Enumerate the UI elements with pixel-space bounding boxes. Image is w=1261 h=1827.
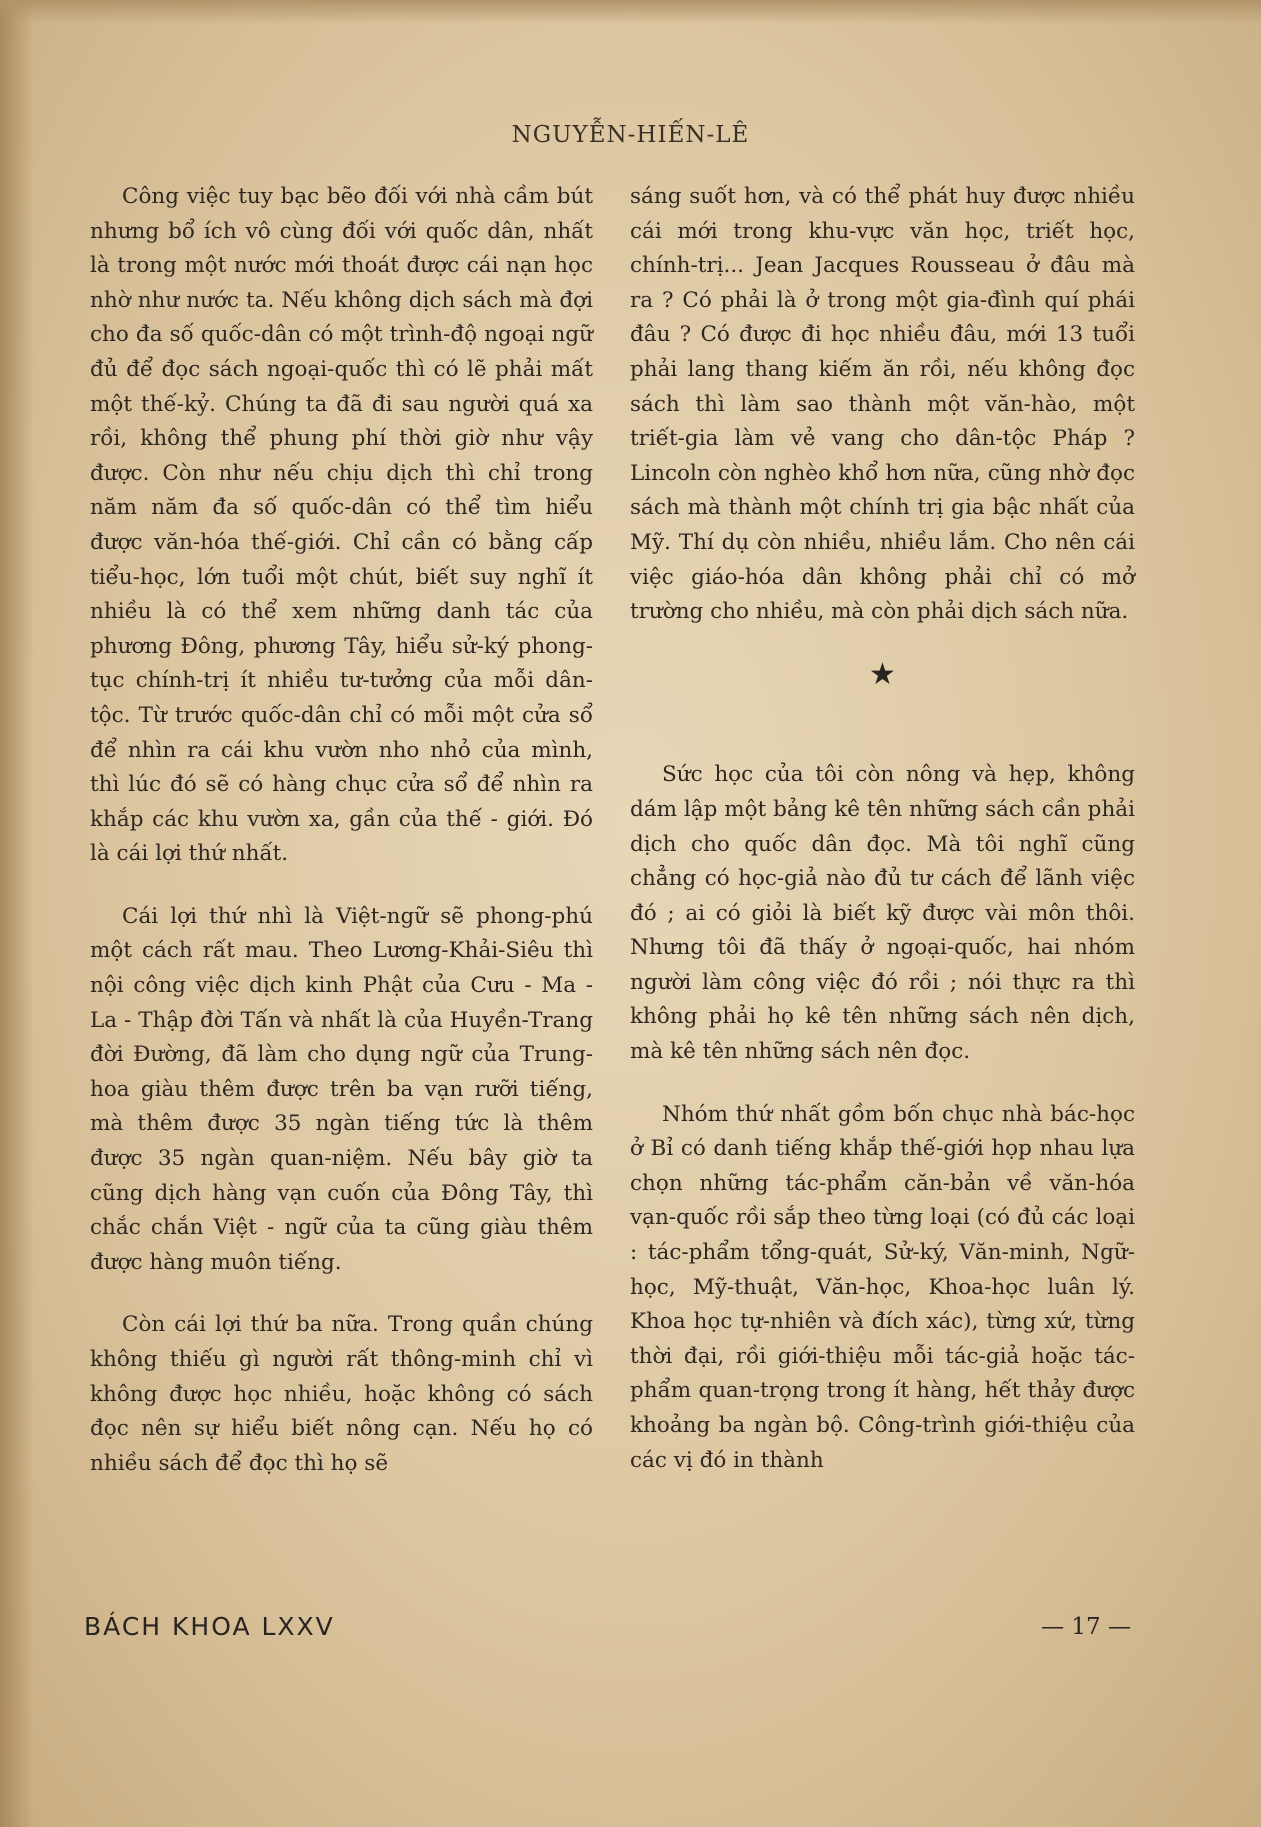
section-divider-star-icon: ★ — [869, 656, 896, 692]
running-header-author: NGUYỄN-HIẾN-LÊ — [511, 122, 750, 148]
paragraph-book-list: Sức học của tôi còn nông và hẹp, không dám lập một bảng kê tên những sách cần phải dịch cho quốc dân đọc. Mà tôi nghĩ cũng chẳng có học-giả nào đủ tư cách để lãnh việc đó ; ai có giỏi là biết kỹ được vài môn thôi. Nhưng tôi đã thấy ở ngoại-quốc, hai nhóm người làm công việc đó rồi ; nói thực ra thì không phải họ kê tên những sách nên dịch, mà kê tên những sách nên đọc. — [630, 762, 1135, 1065]
right-text-column — [630, 180, 1135, 1506]
paragraph-belgian-scholars: Nhóm thứ nhất gồm bốn chục nhà bác-học ở Bỉ có danh tiếng khắp thế-giới họp nhau lựa chọn những tác-phẩm căn-bản về văn-hóa vạn-quốc rồi sắp theo từng loại (có đủ các loại : tác-phẩm tổng-quát, Sử-ký, Văn-minh, Ngữ-học, Mỹ-thuật, Văn-học, Khoa-học luân lý. Khoa học tự-nhiên và đích xác), từng xứ, từng thời đại, rồi giới-thiệu mỗi tác-giả hoặc tác-phẩm quan-trọng trong ít hàng, hết thảy được khoảng ba ngàn bộ. Công-trình giới-thiệu của các vị đó in thành — [630, 1101, 1135, 1473]
paragraph-translation-benefit-three: Còn cái lợi thứ ba nữa. Trong quần chúng không thiếu gì người rất thông-minh chỉ vì không được học nhiều, hoặc không có sách đọc nên sự hiểu biết nông cạn. Nếu họ có nhiều sách để đọc thì họ sẽ — [90, 1312, 593, 1476]
paragraph-translation-benefit-two: Cái lợi thứ nhì là Việt-ngữ sẽ phong-phú một cách rất mau. Theo Lương-Khải-Siêu thì nội công việc dịch kinh Phật của Cưu - Ma - La - Thập đời Tấn và nhất là của Huyền-Trang đời Đường, đã làm cho dụng ngữ của Trung-hoa giàu thêm được trên ba vạn rưỡi tiếng, mà thêm được 35 ngàn tiếng tức là thêm được 35 ngàn quan-niệm. Nếu bây giờ ta cũng dịch hàng vạn cuốn của Đông Tây, thì chắc chắn Việt - ngữ của ta cũng giàu thêm được hàng muôn tiếng. — [90, 903, 593, 1275]
paragraph-continuation: sáng suốt hơn, và có thể phát huy được nhiều cái mới trong khu-vực văn học, triết học, chính-trị... Jean Jacques Rousseau ở đâu mà ra ? Có phải là ở trong một gia-đình quí phái đâu ? Có được đi học nhiều đâu, mới 13 tuổi phải lang thang kiếm ăn rồi, nếu không đọc sách thì làm sao thành một văn-hào, một triết-gia làm vẻ vang cho dân-tộc Pháp ? Lincoln còn nghèo khổ hơn nữa, cũng nhờ đọc sách mà thành một chính trị gia bậc nhất của Mỹ. Thí dụ còn nhiều, nhiều lắm. Cho nên cái việc giáo-hóa dân không phải chỉ có mở trường cho nhiều, mà còn phải dịch sách nữa. — [630, 184, 1135, 625]
left-text-column — [90, 180, 593, 1509]
page-edge-shadow-top — [0, 0, 1261, 24]
paragraph-translation-benefit-one: Công việc tuy bạc bẽo đối với nhà cầm bút nhưng bổ ích vô cùng đối với quốc dân, nhất là trong một nước mới thoát được cái nạn học nhờ như nước ta. Nếu không dịch sách mà đợi cho đa số quốc-dân có một trình-độ ngoại ngữ đủ để đọc sách ngoại-quốc thì có lẽ phải mất một thế-kỷ. Chúng ta đã đi sau người quá xa rồi, không thể phung phí thời giờ như vậy được. Còn như nếu chịu dịch thì chỉ trong năm năm đa số quốc-dân có thể tìm hiểu được văn-hóa thế-giới. Chỉ cần có bằng cấp tiểu-học, lớn tuổi một chút, biết suy nghĩ ít nhiều là có thể xem những danh tác của phương Đông, phương Tây, hiểu sử-ký phong-tục chính-trị ít nhiều tư-tưởng của mỗi dân-tộc. Từ trước quốc-dân chỉ có mỗi một cửa sổ để nhìn ra cái khu vườn nho nhỏ của mình, thì lúc đó sẽ có hàng chục cửa sổ để nhìn ra khắp các khu vườn xa, gần của thế - giới. Đó là cái lợi thứ nhất. — [90, 184, 593, 867]
footer-page-number: — 17 — — [1041, 1614, 1131, 1640]
footer-magazine-title: BÁCH KHOA LXXV — [84, 1612, 335, 1641]
page-edge-shadow-left — [0, 0, 34, 1827]
